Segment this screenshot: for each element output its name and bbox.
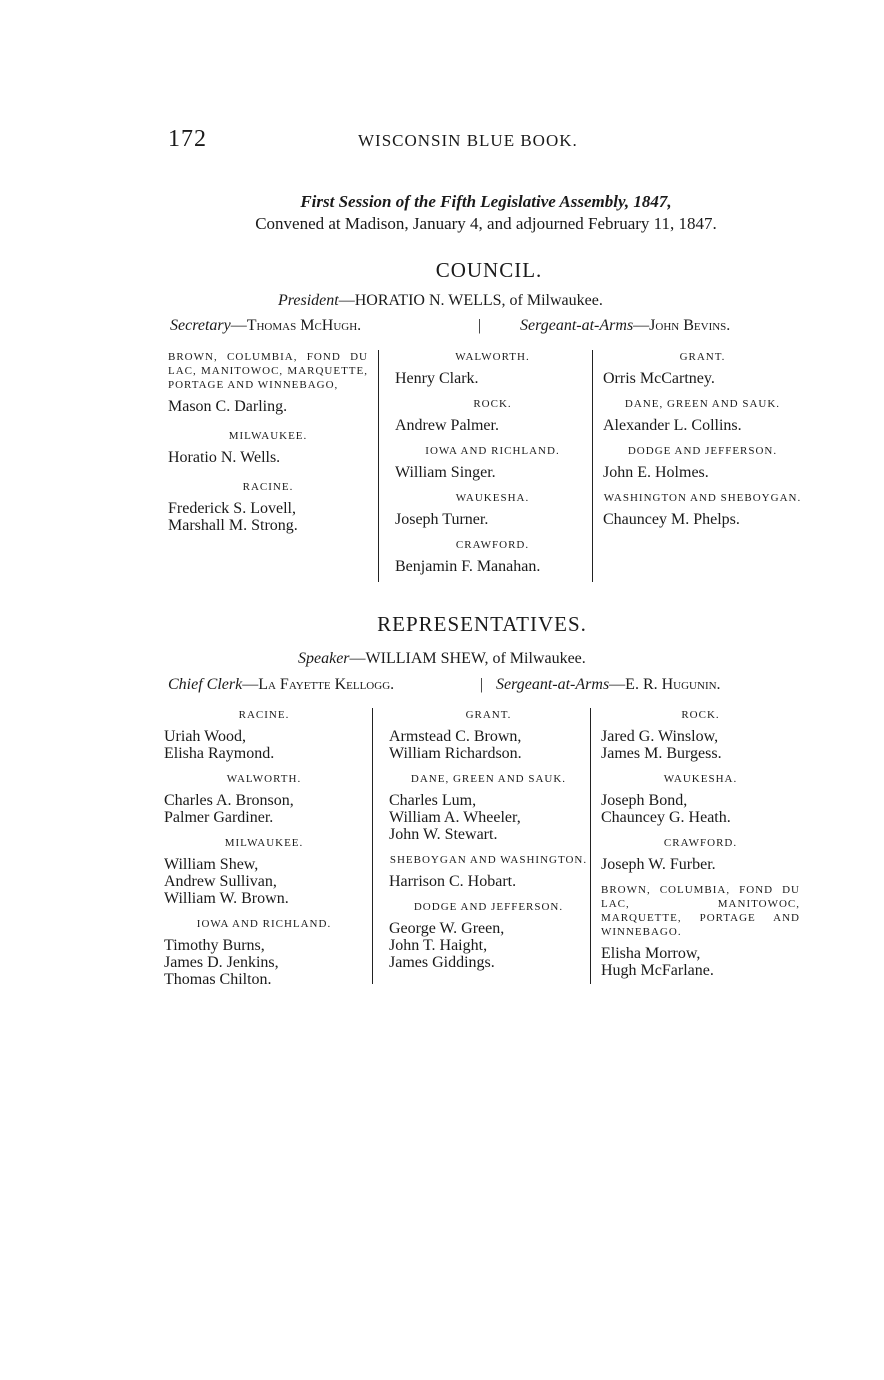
county-heading: DODGE AND JEFFERSON. xyxy=(627,445,778,457)
member-name: George W. Green, xyxy=(389,920,505,937)
member-name: Andrew Palmer. xyxy=(395,417,499,434)
member-name: John T. Haight, xyxy=(389,937,488,954)
member-name: Horatio N. Wells. xyxy=(168,449,281,466)
session-title: First Session of the Fifth Legislative Assembly, 1847, xyxy=(300,192,672,211)
member-name: Hugh McFarlane. xyxy=(601,962,714,979)
county-heading: ROCK. xyxy=(473,398,512,410)
running-head: WISCONSIN BLUE BOOK. xyxy=(358,131,578,150)
council-heading: COUNCIL. xyxy=(435,258,543,282)
sergeant-name: —John Bevins. xyxy=(633,317,731,334)
county-heading: WAUKESHA. xyxy=(663,773,738,785)
county-heading: DANE, GREEN AND SAUK. xyxy=(624,398,781,410)
sergeant-name: —E. R. Hugunin. xyxy=(609,676,721,693)
clerk-label: Chief Clerk xyxy=(168,676,243,693)
secretary-label: Secretary xyxy=(170,317,231,334)
representatives-column-2 xyxy=(372,708,588,984)
member-name: Jared G. Winslow, xyxy=(601,728,719,745)
council-column-2 xyxy=(378,350,590,582)
member-name: Chauncey G. Heath. xyxy=(601,809,731,826)
president-name: —HORATIO N. WELLS, of Milwaukee. xyxy=(338,292,603,309)
representatives-heading: REPRESENTATIVES. xyxy=(377,612,587,636)
county-heading: IOWA AND RICHLAND. xyxy=(425,445,560,457)
speaker-label: Speaker xyxy=(298,650,350,667)
county-heading: WASHINGTON AND SHEBOYGAN. xyxy=(603,492,802,504)
sergeant-label: Sergeant-at-Arms xyxy=(520,317,634,334)
member-name: Joseph W. Furber. xyxy=(601,856,716,873)
county-heading: WALWORTH. xyxy=(226,773,302,785)
member-name: William A. Wheeler, xyxy=(389,809,521,826)
chief-clerk xyxy=(168,676,394,694)
member-name: Uriah Wood, xyxy=(164,728,246,745)
county-heading: ROCK. xyxy=(681,709,720,721)
member-name: William Singer. xyxy=(395,464,496,481)
member-name: James Giddings. xyxy=(389,954,495,971)
member-name: William W. Brown. xyxy=(164,890,289,907)
county-heading: CRAWFORD. xyxy=(455,539,530,551)
member-name: Charles Lum, xyxy=(389,792,477,809)
member-name: Orris McCartney. xyxy=(603,370,715,387)
member-name: Elisha Raymond. xyxy=(164,745,275,762)
member-name: Joseph Turner. xyxy=(395,511,489,528)
member-name: Palmer Gardiner. xyxy=(164,809,274,826)
county-heading: MILWAUKEE. xyxy=(224,837,304,849)
member-name: William Shew, xyxy=(164,856,259,873)
president-label: President xyxy=(278,292,339,309)
member-name: Frederick S. Lovell, xyxy=(168,500,296,517)
member-name: William Richardson. xyxy=(389,745,522,762)
county-heading: GRANT. xyxy=(465,709,512,721)
member-name: Andrew Sullivan, xyxy=(164,873,277,890)
session-subtitle: Convened at Madison, January 4, and adjourned February 11, 1847. xyxy=(255,214,717,233)
council-sergeant xyxy=(520,317,730,335)
county-heading: BROWN, COLUMBIA, FOND DU LAC, MANITOWOC, MARQUETTE, PORTAGE AND WINNEBAGO. xyxy=(601,884,800,938)
council-president xyxy=(278,292,603,310)
county-heading: DODGE AND JEFFERSON. xyxy=(413,901,564,913)
county-heading: BROWN, COLUMBIA, FOND DU LAC, MANITOWOC, MARQUETTE, PORTAGE AND WINNEBAGO, xyxy=(168,351,368,391)
representatives-column-1 xyxy=(164,708,364,988)
sergeant-label: Sergeant-at-Arms xyxy=(496,676,610,693)
secretary-name: —Thomas McHugh. xyxy=(230,317,362,334)
member-name: Timothy Burns, xyxy=(164,937,265,954)
member-name: Elisha Morrow, xyxy=(601,945,701,962)
member-name: Alexander L. Collins. xyxy=(603,417,742,434)
officer-separator: | xyxy=(478,317,482,334)
council-column-1 xyxy=(168,350,368,534)
member-name: Marshall M. Strong. xyxy=(168,517,298,534)
member-name: James M. Burgess. xyxy=(601,745,722,762)
county-heading: SHEBOYGAN AND WASHINGTON. xyxy=(389,854,588,866)
assembly-sergeant xyxy=(496,676,721,694)
county-heading: DANE, GREEN AND SAUK. xyxy=(410,773,567,785)
page-number: 172 xyxy=(168,126,207,152)
county-heading: MILWAUKEE. xyxy=(228,430,308,442)
county-heading: IOWA AND RICHLAND. xyxy=(196,918,332,930)
county-heading: RACINE. xyxy=(238,709,290,721)
member-name: Armstead C. Brown, xyxy=(389,728,522,745)
member-name: John E. Holmes. xyxy=(603,464,709,481)
member-name: Joseph Bond, xyxy=(601,792,688,809)
county-heading: WAUKESHA. xyxy=(455,492,530,504)
officer-separator: | xyxy=(480,676,484,693)
member-name: Henry Clark. xyxy=(395,370,479,387)
member-name: James D. Jenkins, xyxy=(164,954,279,971)
member-name: Mason C. Darling. xyxy=(168,398,288,415)
member-name: Chauncey M. Phelps. xyxy=(603,511,740,528)
member-name: Charles A. Bronson, xyxy=(164,792,294,809)
member-name: Benjamin F. Manahan. xyxy=(395,558,541,575)
representatives-column-3 xyxy=(590,708,800,984)
speaker xyxy=(298,650,586,668)
county-heading: RACINE. xyxy=(242,481,294,493)
county-heading: GRANT. xyxy=(679,351,726,363)
member-name: Harrison C. Hobart. xyxy=(389,873,517,890)
member-name: Thomas Chilton. xyxy=(164,971,272,988)
member-name: John W. Stewart. xyxy=(389,826,498,843)
council-secretary xyxy=(170,317,361,335)
speaker-name: —WILLIAM SHEW, of Milwaukee. xyxy=(349,650,586,667)
county-heading: WALWORTH. xyxy=(455,351,530,363)
clerk-name: —La Fayette Kellogg. xyxy=(242,676,395,693)
county-heading: CRAWFORD. xyxy=(663,837,738,849)
council-column-3 xyxy=(592,350,802,582)
